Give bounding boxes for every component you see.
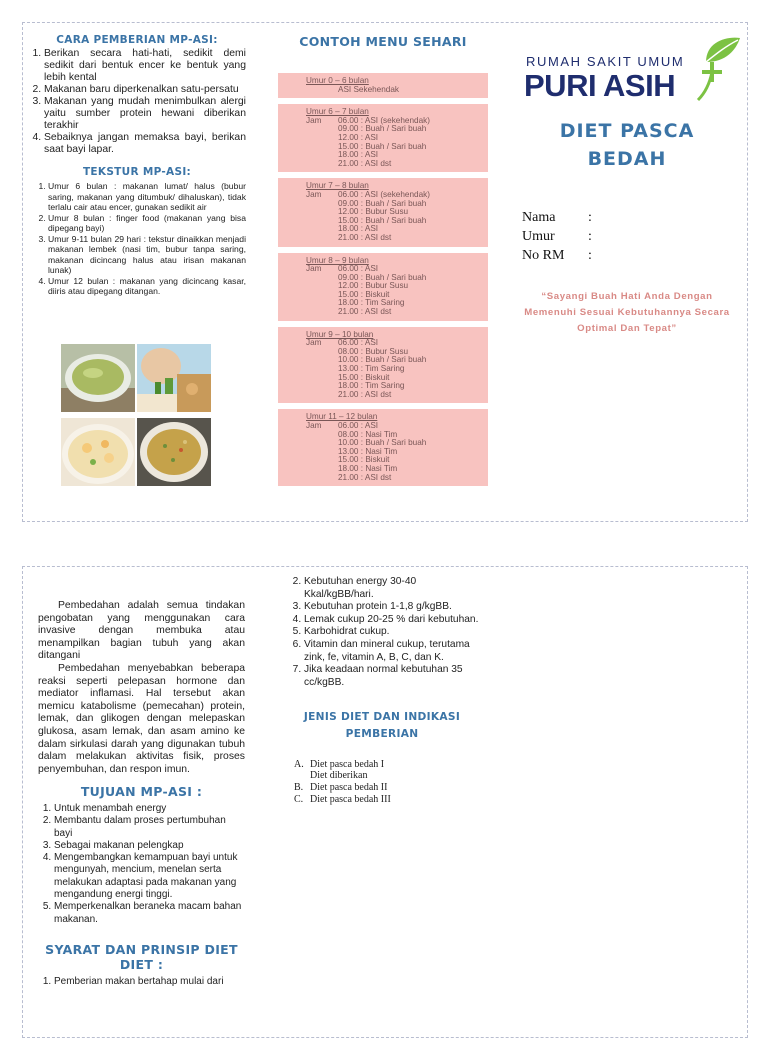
menu-row-value: 06.00 : ASI (sekehendak)	[338, 189, 430, 199]
menu-row-value: 06.00 : ASI	[338, 421, 379, 430]
menu-row-value: 10.00 : Buah / Sari buah	[338, 438, 427, 448]
jenis-item	[282, 794, 482, 806]
syarat-title-line1: SYARAT DAN PRINSIP DIET	[45, 941, 238, 957]
cover-title-line1: DIET PASCA	[559, 120, 695, 142]
menu-row-value: 06.00 : ASI (sekehendak)	[338, 115, 430, 125]
menu-row-key	[306, 465, 338, 474]
identity-field	[522, 229, 742, 248]
cara-item: 4. Sebaiknya jangan memaksa bayi, berikan saat bayi lapar.	[44, 132, 246, 156]
menu-age: Umur 11 – 12 bulan	[306, 412, 378, 422]
menu-row-key	[306, 217, 338, 226]
menu-row	[306, 282, 480, 291]
menu-row-value: 09.00 : Buah / Sari buah	[338, 198, 427, 208]
kebutuhan-item: 2. Kebutuhan energy 30-40 Kkal/kgBB/hari.	[304, 576, 482, 601]
kebutuhan-list	[282, 576, 482, 689]
menu-row	[306, 225, 480, 234]
tekstur-list	[28, 181, 246, 297]
menu-row	[306, 86, 480, 95]
menu-row	[306, 234, 480, 243]
menu-row-value: ASI Sekehendak	[338, 84, 399, 94]
intro-section	[38, 600, 245, 988]
menu-row-key	[306, 308, 338, 317]
jenis-item-text: Diet pasca bedah II	[310, 782, 388, 794]
menu-row-key	[306, 356, 338, 365]
menu-age: Umur 0 – 6 bulan	[306, 76, 369, 85]
kebutuhan-item: 6. Vitamin dan mineral cukup, terutama zink, fe, vitamin A, B, C, dan K.	[304, 639, 482, 664]
menu-row-key	[306, 282, 338, 291]
menu-row-key	[306, 291, 338, 300]
menu-row-key	[306, 474, 338, 483]
menu-row-key	[306, 234, 338, 243]
menu-row-value: 08.00 : Bubur Susu	[338, 346, 409, 356]
menu-row-key	[306, 382, 338, 391]
menu-row-value: 13.00 : Tim Saring	[338, 364, 405, 374]
menu-row	[306, 217, 480, 226]
cover-section	[512, 30, 742, 337]
menu-row-value: 15.00 : Buah / Sari buah	[338, 141, 427, 151]
jenis-item-mark: B.	[294, 782, 304, 794]
menu-row-key	[306, 208, 338, 217]
menu-row-key	[306, 448, 338, 457]
menu-row-value: 15.00 : Biskuit	[338, 372, 390, 382]
menu-block	[278, 73, 488, 98]
leaf-cross-logo-icon	[696, 32, 742, 102]
menu-row-value: 18.00 : Nasi Tim	[338, 463, 398, 473]
tujuan-item: 1. Untuk menambah energy	[54, 803, 245, 815]
fried-rice-image	[137, 418, 211, 486]
menu-row-key	[306, 143, 338, 152]
tujuan-item: 3. Sebagai makanan pelengkap	[54, 840, 245, 852]
menu-row-key	[306, 439, 338, 448]
menu-row-value: 12.00 : Bubur Susu	[338, 207, 409, 217]
identity-separator: :	[588, 229, 592, 244]
tujuan-title: TUJUAN MP-ASI :	[80, 784, 203, 800]
cara-section	[28, 34, 246, 297]
menu-row	[306, 299, 480, 308]
jenis-title-line1: JENIS DIET DAN INDIKASI	[303, 711, 461, 724]
menu-block	[278, 104, 488, 172]
tekstur-item: 2. Umur 8 bulan : finger food (makanan yang bisa dipegang bayi)	[48, 213, 246, 234]
kebutuhan-item: 5. Karbohidrat cukup.	[304, 626, 482, 639]
jenis-list	[282, 759, 482, 806]
logo-line1: RUMAH SAKIT UMUM	[526, 54, 685, 69]
kebutuhan-item: 4. Lemak cukup 20-25 % dari kebutuhan.	[304, 614, 482, 627]
menu-row-key	[306, 299, 338, 308]
menu-age: Umur 6 – 7 bulan	[306, 107, 369, 117]
jenis-title-line2: PEMBERIAN	[345, 727, 419, 740]
cara-title: CARA PEMBERIAN MP-ASI:	[56, 34, 218, 46]
menu-row	[306, 160, 480, 169]
kebutuhan-item: 3. Kebutuhan protein 1-1,8 g/kgBB.	[304, 601, 482, 614]
menu-row-value: 10.00 : Buah / Sari buah	[338, 355, 427, 365]
hospital-logo	[512, 30, 742, 110]
menu-row-value: 12.00 : ASI	[338, 132, 379, 142]
tekstur-item: 1. Umur 6 bulan : makanan lumat/ halus (bubur saring, makanan yang ditumbuk/ dihaluskan), tidak terlalu cair atau encer, gunakan sedikit air	[48, 181, 246, 213]
menu-row-value: 18.00 : Tim Saring	[338, 298, 405, 308]
menu-row-key	[306, 134, 338, 143]
menu-row-value: 21.00 : ASI dst	[338, 307, 392, 317]
menu-row-value: 08.00 : Nasi Tim	[338, 429, 398, 439]
menu-block	[278, 409, 488, 486]
menu-row-key	[306, 456, 338, 465]
menu-row-value: 21.00 : ASI dst	[338, 232, 392, 242]
rice-porridge-image	[61, 418, 135, 486]
menu-row-key	[306, 225, 338, 234]
jenis-item-text: Diet pasca bedah I	[310, 758, 385, 770]
tujuan-list	[38, 803, 245, 926]
menu-row	[306, 448, 480, 457]
menu-row	[306, 365, 480, 374]
menu-row-key	[306, 274, 338, 283]
menu-row-value: 21.00 : ASI dst	[338, 389, 392, 399]
menu-block	[278, 253, 488, 321]
menu-row-key	[306, 125, 338, 134]
menu-row-key	[306, 365, 338, 374]
menu-row-key	[306, 86, 338, 95]
tekstur-item: 4. Umur 12 bulan : makanan yang dicincang kasar, diiris atau dipegang ditangan.	[48, 276, 246, 297]
menu-row-key	[306, 374, 338, 383]
menu-row-value: 15.00 : Biskuit	[338, 289, 390, 299]
jenis-item-text: Diet pasca bedah III	[310, 793, 391, 805]
identity-label: Nama	[522, 210, 556, 225]
syarat-title-line2: DIET :	[119, 957, 164, 973]
syarat-list	[38, 976, 245, 988]
menu-row-value: 18.00 : Tim Saring	[338, 381, 405, 391]
menu-title: CONTOH MENU SEHARI	[299, 34, 467, 49]
menu-row-value: 13.00 : Nasi Tim	[338, 446, 398, 456]
menu-row-key: Jam	[306, 421, 322, 430]
menu-block	[278, 178, 488, 246]
tujuan-item: 2. Membantu dalam proses pertumbuhan bayi	[54, 815, 245, 840]
cara-list	[28, 48, 246, 156]
menu-row-key: Jam	[306, 264, 322, 274]
menu-row	[306, 151, 480, 160]
tujuan-item: 4. Mengembangkan kemampuan bayi untuk mengunyah, mencium, menelan serta melakukan adaptasi pada makanan yang mengandung energi tinggi.	[54, 852, 245, 901]
menu-row-key	[306, 160, 338, 169]
jenis-item	[282, 782, 482, 794]
cover-title-line2: BEDAH	[587, 148, 667, 170]
identity-field	[522, 248, 742, 267]
menu-row-key	[306, 391, 338, 400]
menu-row-key: Jam	[306, 338, 322, 348]
menu-section	[278, 34, 488, 482]
kebutuhan-item: 7. Jika keadaan normal kebutuhan 35 cc/kgBB.	[304, 664, 482, 689]
menu-row	[306, 125, 480, 134]
menu-row-key: Jam	[306, 189, 322, 199]
cara-item: 2. Makanan baru diperkenalkan satu-persatu	[44, 84, 246, 96]
menu-row-value: 21.00 : ASI dst	[338, 158, 392, 168]
tujuan-item: 5. Memperkenalkan beraneka macam bahan makanan.	[54, 901, 245, 926]
identity-fields	[522, 210, 742, 267]
menu-row-value: 18.00 : ASI	[338, 150, 379, 160]
logo-line2: PURI ASIH	[524, 68, 676, 103]
menu-row-key	[306, 200, 338, 209]
identity-field	[522, 210, 742, 229]
identity-separator: :	[588, 248, 592, 263]
jenis-item	[282, 759, 482, 771]
cover-quote: “Sayangi Buah Hati Anda Dengan Memenuhi Sesuai Kebutuhannya Secara Optimal Dan Tepat”	[524, 291, 730, 334]
menu-row-value: 06.00 : ASI	[338, 338, 379, 348]
menu-blocks	[278, 73, 488, 482]
jenis-item-sub: Diet diberikan	[310, 770, 368, 782]
menu-row	[306, 474, 480, 483]
cara-item: 3. Makanan yang mudah menimbulkan alergi yaitu sumber protein hewani diberikan terakhir	[44, 96, 246, 132]
menu-row-key	[306, 151, 338, 160]
menu-row-value: 06.00 : ASI	[338, 264, 379, 274]
green-puree-bowl-image	[61, 344, 135, 412]
menu-row-value: 15.00 : Buah / Sari buah	[338, 215, 427, 225]
menu-age: Umur 7 – 8 bulan	[306, 181, 369, 191]
jenis-item-mark: A.	[294, 758, 304, 770]
identity-label: No RM	[522, 248, 565, 263]
intro-paragraph-2: Pembedahan menyebabkan beberapa reaksi seperti pelepasan hormone dan mediator inflamasi. Hal tersebut akan memicu katabolisme (pemecahan) protein, lemak, dan glikogen dengan melepaskan glukosa, asam lemak, dan asam amino ke dalam sirkulasi darah yang digunakan tubuh dalam melakukan aktivitas fisik, proses penyembuhan, dan respon imun.	[38, 662, 245, 775]
menu-row-value: 12.00 : Bubur Susu	[338, 281, 409, 291]
menu-row-key: Jam	[306, 115, 322, 125]
menu-row-key	[306, 348, 338, 357]
menu-row-value: 09.00 : Buah / Sari buah	[338, 124, 427, 134]
jenis-item-mark: C.	[294, 793, 304, 805]
baby-finger-food-image	[137, 344, 211, 412]
menu-age: Umur 9 – 10 bulan	[306, 329, 374, 339]
kebutuhan-section	[282, 576, 482, 806]
menu-row-value: 18.00 : ASI	[338, 224, 379, 234]
cara-item: 1. Berikan secara hati-hati, sedikit demi sedikit dari bentuk encer ke bentuk yang lebih kental	[44, 48, 246, 84]
syarat-item: 1. Pemberian makan bertahap mulai dari	[54, 976, 245, 988]
identity-separator: :	[588, 210, 592, 225]
menu-row	[306, 465, 480, 474]
intro-paragraph-1: Pembedahan adalah semua tindakan pengobatan yang menggunakan cara invasive dengan membuka atau menampilkan bagian tubuh yang akan ditangani	[38, 600, 245, 662]
menu-row	[306, 391, 480, 400]
menu-row-key	[306, 431, 338, 440]
tekstur-title: TEKSTUR MP-ASI:	[82, 166, 192, 178]
menu-row	[306, 143, 480, 152]
menu-row-value: 09.00 : Buah / Sari buah	[338, 272, 427, 282]
identity-label: Umur	[522, 229, 555, 244]
menu-age: Umur 8 – 9 bulan	[306, 255, 369, 265]
tekstur-item: 3. Umur 9-11 bulan 29 hari : tekstur dinaikkan menjadi makanan lembek (nasi tim, bubur tanpa saring, makanan dicincang halus atau irisan makanan lunak)	[48, 234, 246, 276]
menu-block	[278, 327, 488, 404]
menu-row	[306, 382, 480, 391]
menu-row	[306, 308, 480, 317]
menu-row-value: 21.00 : ASI dst	[338, 472, 392, 482]
menu-row-value: 15.00 : Biskuit	[338, 455, 390, 465]
